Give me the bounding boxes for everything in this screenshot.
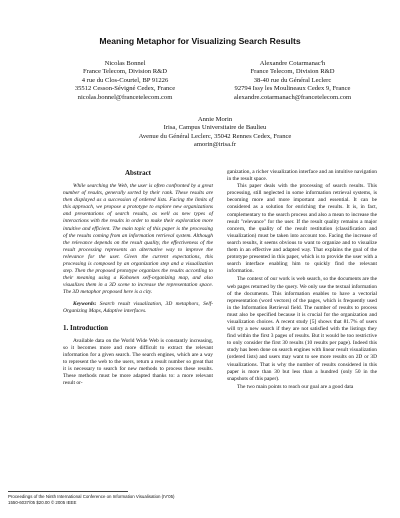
abstract-text: While searching the Web, the user is often confronted by a great number of results, generally sorted by their rank. These results are then displayed as a succession of ordered lists. Facing the limits of this approach, we propose a prototype to explore new organizations and presentations of search results, as well as new types of interactions with the results in order to make their exploration more intuitive and efficient. The main topic of this paper is the processing of the results coming from an information retrieval system. Although the relevance depends on the result quality, the effectiveness of the result processing represents an alternative way to improve the relevance for the user. Given the current expectations, this processing is composed by an organization step and a visualization step. Then the proposed prototype organizes the results according to their meaning using a Kohonen self-organizing map, and also visualizes them in a 3D scene to increase the representation space. The 3D metaphor proposed here is a city. [63, 183, 213, 296]
author-email: amorin@irisa.fr [193, 141, 237, 149]
author-affiliation: France Telecom, Division R&D [82, 68, 168, 76]
author-block-1 [60, 60, 190, 102]
body-paragraph: The two main points to reach our goal are a good data [237, 383, 354, 390]
right-column [227, 169, 377, 392]
author-name: Alexandre Cotarmanac'h [259, 60, 326, 67]
author-email: nicolas.bonnel@francetelecom.com [77, 93, 173, 101]
left-column [63, 169, 213, 388]
body-paragraph: ganization, a richer visualization interface and an intuitive navigation in the result space. [227, 169, 377, 183]
footer [8, 494, 258, 507]
keywords-label: Keywords: [73, 300, 97, 307]
author-name: Annie Morin [197, 116, 233, 123]
author-address: 92794 Issy les Moulineaux Cedex 9, France [234, 85, 351, 93]
author-address: 4 rue du Clos-Courtel, BP 91226 [81, 76, 169, 84]
author-name: Nicolas Bonnel [104, 60, 146, 67]
abstract-heading: Abstract [124, 169, 152, 177]
author-block-3 [60, 116, 370, 150]
author-affiliation: Irisa, Campus Universitaire de Baulieu [163, 124, 267, 132]
author-block-2 [200, 60, 385, 102]
body-paragraph: Available data on the World Wide Web is constantly increasing, so it becomes more and more difficult to extract the relevant information for a given search. The search engines, which are a way to represent the web to the users, return a result number so great that it is necessary to search for new methods to process these results. These methods must be more adapted thanks to: a more relevant result or- [63, 337, 213, 387]
body-paragraph: This paper deals with the processing of search results. This processing, still neglected in some information retrieval systems, is becoming more and more important and essential. It can be considered as a solution for enriching the results. It is, in fact, complementary to the search process and also a mean to increase the result "relevance" for the user. If the result quality remains a major concern, the quality of the result restitution (classification and visualization) must be taken into account too. Facing the increase of search results, it seems obvious to want to organize and to visualize them in an effective and adapted way. That explains the goal of the prototype presented in this paper, which is to provide the user with a search interface enabling him to quickly find the relevant information. [227, 183, 377, 275]
keywords-text: Search result visualization, 3D metaphors, Self-Organizing Maps, Adaptive interfaces. [63, 300, 213, 314]
author-affiliation: France Telecom, Division R&D [250, 68, 335, 76]
keywords [63, 301, 213, 315]
footer-copyright: 1550-6037/05 $20.00 © 2005 IEEE [8, 500, 77, 506]
author-email: alexandre.cotarmanach@francetelecom.com [233, 93, 352, 101]
paper-title: Meaning Metaphor for Visualizing Search Results [99, 36, 301, 46]
section-heading: 1. Introduction [63, 323, 108, 332]
footer-divider [8, 491, 128, 492]
author-address: 38-40 rue du Général Leclerc [253, 76, 332, 84]
author-address: Avenue du Général Leclerc, 35042 Rennes Cedex, France [138, 132, 292, 140]
author-address: 35512 Cesson-Sévigné Cedex, France [74, 85, 176, 93]
footer-proceedings: Proceedings of the Ninth International Conference on Information Visualisation (IV'05) [8, 494, 175, 499]
body-paragraph: The context of our work is web search, so the documents are the web pages returned by the query. We only use the textual information of the documents. This information enables to have a vectorial representation (word vectors) of the pages, which is frequently used in the Information Retrieval field. The number of results to process must also be specified because it is crucial for the organization and visualization choices. A recent study [5] shows that 81.7% of users will try a new search if they are not satisfied with the listings they find within the first 3 pages of results. But it would be too restrictive to only consider the first 30 results (10 results per page). Indeed this study has been done on search engines with linear result visualization (ordered lists) and users may want to see more results on 2D or 3D visualizations. That is why the number of results considered in this paper is more than 30 but less than a hundred (only 50 in the snapshots of this paper). [227, 276, 377, 382]
